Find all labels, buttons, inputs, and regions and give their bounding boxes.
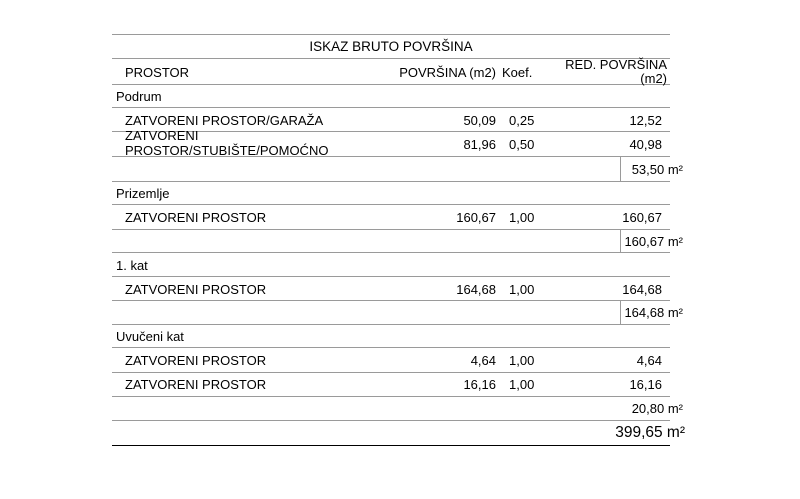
- section-title-prizemlje: Prizemlje: [116, 186, 170, 201]
- rule: [112, 181, 670, 182]
- rule: [112, 347, 670, 348]
- header-red-povrsina: RED. POVRŠINA: [565, 57, 667, 72]
- rule: [112, 229, 670, 230]
- rule-bottom: [112, 445, 670, 446]
- header-prostor: PROSTOR: [125, 65, 190, 80]
- row-label: ZATVORENI PROSTOR: [125, 353, 267, 368]
- section-title-1-kat: 1. kat: [116, 258, 148, 273]
- row-koef: 1,00: [509, 377, 535, 392]
- table-title: ISKAZ BRUTO POVRŠINA: [309, 39, 473, 54]
- row-koef: 1,00: [509, 210, 535, 225]
- row-label: ZATVORENI PROSTOR: [125, 282, 267, 297]
- rule: [112, 396, 670, 397]
- rule: [112, 107, 670, 108]
- row-area: 50,09: [463, 113, 496, 128]
- row-koef: 1,00: [509, 353, 535, 368]
- row-red: 4,64: [636, 353, 662, 368]
- row-koef: 1,00: [509, 282, 535, 297]
- header-red-unit: (m2): [640, 71, 667, 86]
- row-koef: 0,25: [509, 113, 535, 128]
- row-area: 81,96: [463, 137, 496, 152]
- rule-top: [112, 34, 670, 35]
- section-title-podrum: Podrum: [116, 89, 162, 104]
- rule: [112, 84, 670, 85]
- header-povrsina: POVRŠINA (m2): [399, 65, 496, 80]
- rule: [112, 300, 670, 301]
- row-label: PROSTOR/STUBIŠTE/POMOĆNO: [125, 143, 329, 158]
- row-area: 160,67: [456, 210, 496, 225]
- row-label: ZATVORENI: [125, 128, 199, 143]
- row-area: 164,68: [456, 282, 496, 297]
- grand-total: 399,65 m²: [615, 424, 685, 441]
- section-subtotal: 160,67 m²: [624, 234, 683, 249]
- row-red: 160,67: [622, 210, 662, 225]
- row-area: 16,16: [463, 377, 496, 392]
- row-label: ZATVORENI PROSTOR: [125, 377, 267, 392]
- row-red: 12,52: [629, 113, 662, 128]
- rule: [112, 420, 670, 421]
- row-koef: 0,50: [509, 137, 535, 152]
- row-label: ZATVORENI PROSTOR/GARAŽA: [125, 113, 324, 128]
- section-subtotal: 20,80 m²: [631, 401, 683, 416]
- rule: [112, 324, 670, 325]
- header-koef: Koef.: [502, 65, 533, 80]
- row-red: 16,16: [629, 377, 662, 392]
- row-area: 4,64: [470, 353, 496, 368]
- row-label: ZATVORENI PROSTOR: [125, 210, 267, 225]
- rule: [112, 372, 670, 373]
- rule: [112, 204, 670, 205]
- rule: [112, 252, 670, 253]
- section-subtotal: 53,50 m²: [631, 162, 683, 177]
- rule: [112, 276, 670, 277]
- section-title-uvuceni-kat: Uvučeni kat: [116, 329, 184, 344]
- row-red: 40,98: [629, 137, 662, 152]
- section-subtotal: 164,68 m²: [624, 305, 683, 320]
- row-red: 164,68: [622, 282, 662, 297]
